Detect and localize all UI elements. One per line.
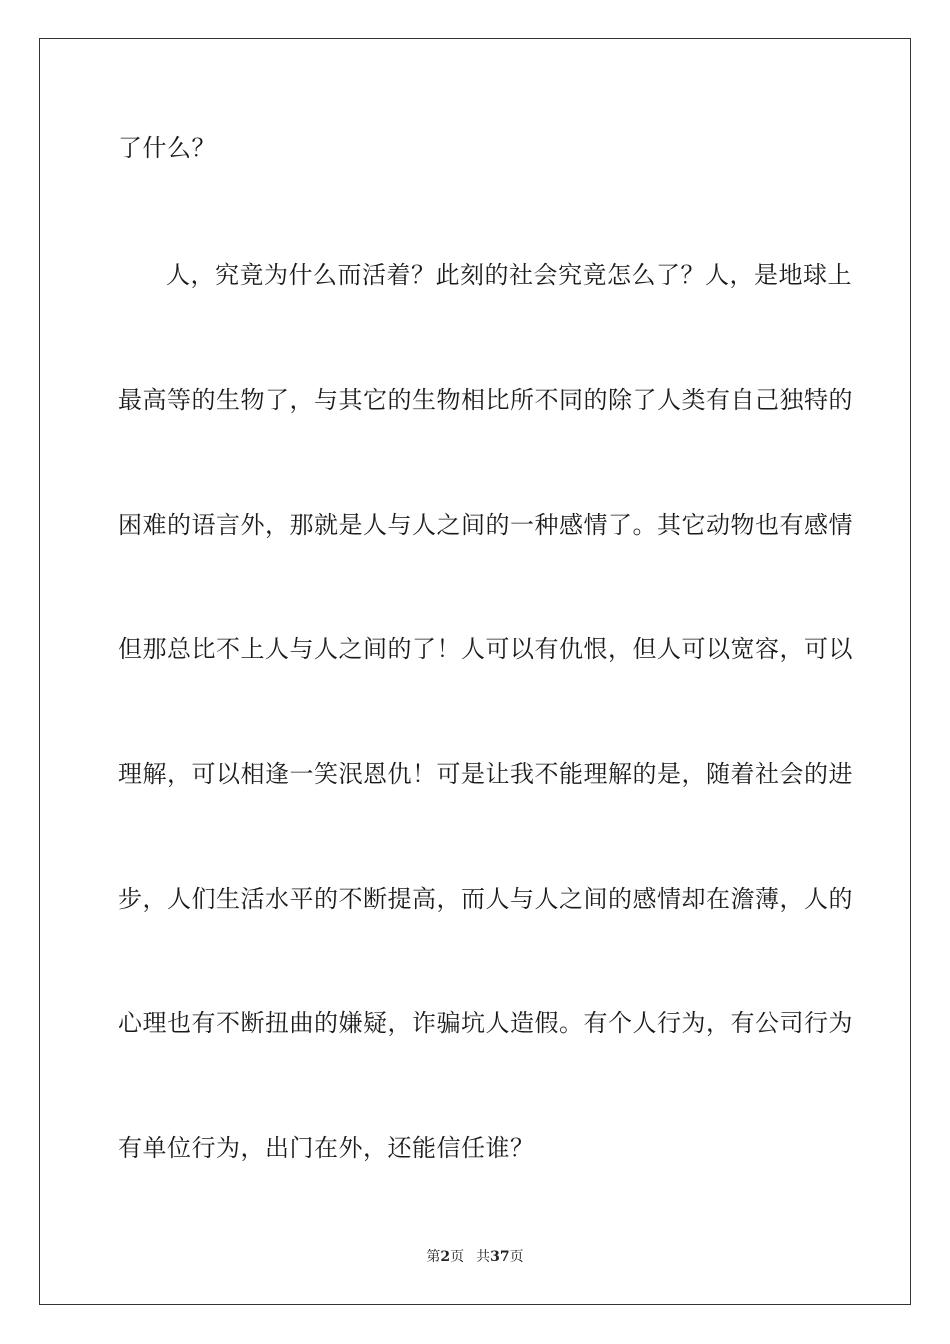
- total-pages: 37: [490, 1249, 510, 1265]
- total-prefix: 共: [476, 1249, 491, 1265]
- text-line-4: 困难的语言外，那就是人与人之间的一种感情了。其它动物也有感情: [118, 511, 853, 539]
- total-suffix: 页: [509, 1249, 524, 1265]
- text-line-5: 但那总比不上人与人之间的了！人可以有仇恨，但人可以宽容，可以: [118, 635, 853, 663]
- page-suffix: 页: [450, 1249, 465, 1265]
- page-prefix: 第: [426, 1249, 441, 1265]
- page-number: 2: [440, 1249, 451, 1265]
- text-line-3: 最高等的生物了，与其它的生物相比所不同的除了人类有自己独特的: [118, 386, 853, 414]
- text-line-7: 步，人们生活水平的不断提高，而人与人之间的感情却在澹薄，人的: [118, 885, 853, 913]
- text-line-6: 理解，可以相逢一笑泯恩仇！可是让我不能理解的是，随着社会的进: [118, 760, 853, 788]
- page-footer: [0, 1248, 950, 1266]
- text-line-2: 人，究竟为什么而活着？此刻的社会究竟怎么了？人，是地球上: [166, 261, 852, 289]
- text-line-1: 了什么？: [118, 134, 216, 162]
- text-line-8: 心理也有不断扭曲的嫌疑，诈骗坑人造假。有个人行为，有公司行为: [118, 1009, 853, 1037]
- page-frame: [39, 38, 911, 1305]
- text-line-9: 有单位行为，出门在外，还能信任谁？: [118, 1134, 535, 1162]
